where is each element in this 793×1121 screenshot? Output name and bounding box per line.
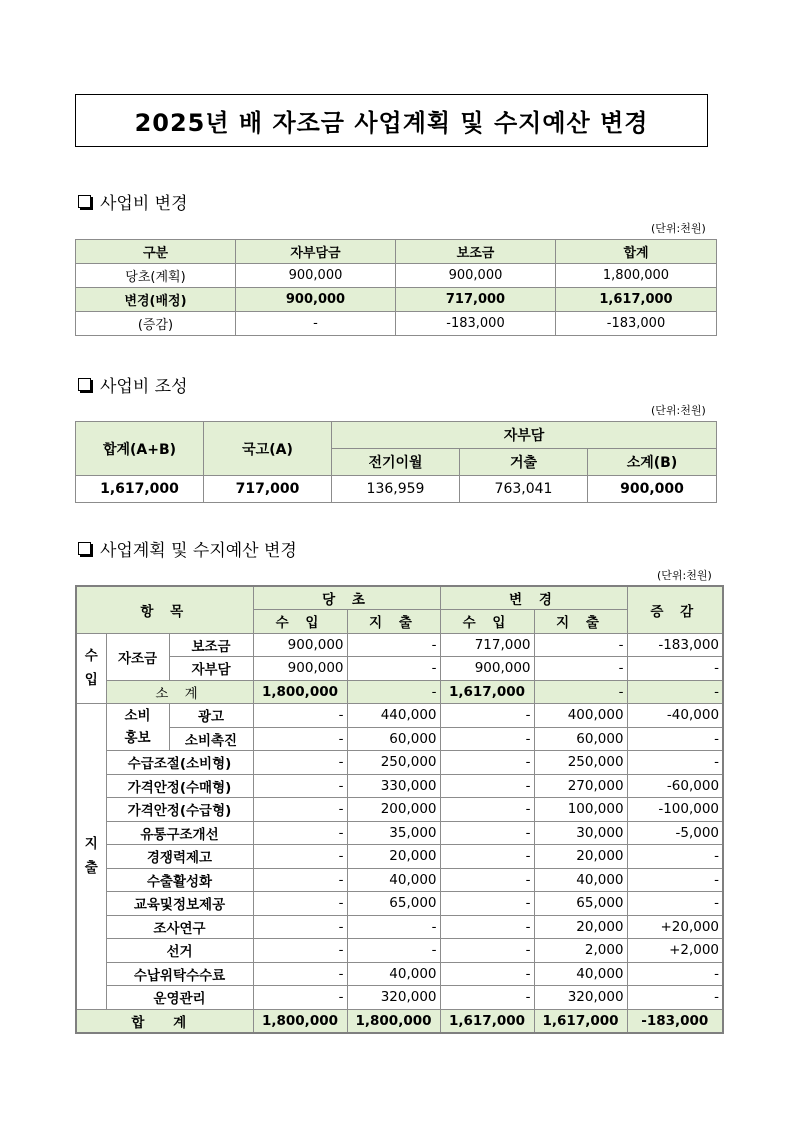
header-cell: 합계(A+B) xyxy=(76,422,204,476)
table-cell: - xyxy=(627,727,723,751)
table-cell: - xyxy=(347,633,440,657)
table-cell: -40,000 xyxy=(627,704,723,728)
row-label: 선거 xyxy=(106,939,253,963)
table-cell: - xyxy=(627,657,723,681)
section-heading-plan-budget xyxy=(78,541,297,561)
row-label: 소 계 xyxy=(106,680,253,704)
table-cell: 1,617,000 xyxy=(76,476,204,503)
table-cell: - xyxy=(534,633,627,657)
table-cell: 40,000 xyxy=(347,962,440,986)
header-cell: 증 감 xyxy=(627,586,723,633)
row-label: 수납위탁수수료 xyxy=(106,962,253,986)
table-cell: +2,000 xyxy=(627,939,723,963)
section-heading-cost-change xyxy=(78,194,188,214)
header-cell: 국고(A) xyxy=(204,422,332,476)
row-label: 운영관리 xyxy=(106,986,253,1010)
table-cell: 900,000 xyxy=(236,288,396,312)
table-cell: 40,000 xyxy=(534,962,627,986)
table-cell: 60,000 xyxy=(534,727,627,751)
table-cell: 20,000 xyxy=(534,845,627,869)
table-cell: - xyxy=(440,939,534,963)
table-row xyxy=(76,915,723,939)
row-label: 변경(배정) xyxy=(76,288,236,312)
table-cell: - xyxy=(253,939,347,963)
table-cell: 65,000 xyxy=(347,892,440,916)
cost-change-table xyxy=(75,239,717,336)
table-cell: 763,041 xyxy=(460,476,588,503)
table-row xyxy=(76,264,717,288)
subsidy-group-label: 자조금 xyxy=(106,633,169,680)
table-cell: 270,000 xyxy=(534,774,627,798)
table-cell: - xyxy=(627,892,723,916)
table-cell: 100,000 xyxy=(534,798,627,822)
table-header-row xyxy=(76,586,723,610)
header-cell: 합계 xyxy=(556,240,717,264)
expense-group-label xyxy=(76,704,106,1010)
table-cell: 900,000 xyxy=(253,657,347,681)
table-cell: - xyxy=(440,986,534,1010)
table-row xyxy=(76,821,723,845)
table-cell: - xyxy=(253,868,347,892)
table-cell: -5,000 xyxy=(627,821,723,845)
row-label: 수급조절(소비형) xyxy=(106,751,253,775)
row-label: 교육및정보제공 xyxy=(106,892,253,916)
table-row xyxy=(76,845,723,869)
table-cell: - xyxy=(347,657,440,681)
table-cell: 40,000 xyxy=(534,868,627,892)
table-row xyxy=(76,962,723,986)
unit-note: (단위:천원) xyxy=(651,222,706,235)
table-cell: - xyxy=(253,892,347,916)
document-title: 2025년 배 자조금 사업계획 및 수지예산 변경 xyxy=(75,94,708,147)
cost-composition-table xyxy=(75,421,717,503)
table-cell: 330,000 xyxy=(347,774,440,798)
table-cell: - xyxy=(253,727,347,751)
row-label: 소비촉진 xyxy=(169,727,253,751)
table-cell: 250,000 xyxy=(534,751,627,775)
table-cell: 136,959 xyxy=(332,476,460,503)
table-cell: 30,000 xyxy=(534,821,627,845)
table-row-total xyxy=(76,1009,723,1033)
row-label: 조사연구 xyxy=(106,915,253,939)
table-cell: 717,000 xyxy=(440,633,534,657)
row-label: 당초(계획) xyxy=(76,264,236,288)
vertical-label-char: 출 xyxy=(84,860,98,877)
income-group-label xyxy=(76,633,106,704)
header-cell: 지 출 xyxy=(534,610,627,634)
row-label: 자부담 xyxy=(169,657,253,681)
unit-note: (단위:천원) xyxy=(657,569,712,582)
row-label: 수출활성화 xyxy=(106,868,253,892)
table-cell: - xyxy=(347,939,440,963)
vertical-label-char: 수 xyxy=(84,648,98,665)
table-cell: -183,000 xyxy=(627,633,723,657)
row-label: 합 계 xyxy=(76,1009,253,1033)
table-cell: - xyxy=(440,798,534,822)
header-cell: 보조금 xyxy=(396,240,556,264)
unit-note: (단위:천원) xyxy=(651,404,706,417)
table-cell: - xyxy=(347,680,440,704)
table-row xyxy=(76,751,723,775)
table-cell: - xyxy=(440,774,534,798)
table-cell: - xyxy=(253,774,347,798)
table-cell: - xyxy=(253,751,347,775)
table-cell: 440,000 xyxy=(347,704,440,728)
table-row xyxy=(76,704,723,728)
header-cell: 거출 xyxy=(460,449,588,476)
row-label: 유통구조개선 xyxy=(106,821,253,845)
table-cell: - xyxy=(440,821,534,845)
table-cell: - xyxy=(440,962,534,986)
header-cell: 자부담 xyxy=(332,422,717,449)
table-cell: - xyxy=(440,727,534,751)
table-cell: - xyxy=(627,962,723,986)
vertical-label-char: 입 xyxy=(84,672,98,689)
header-cell: 지 출 xyxy=(347,610,440,634)
section-heading-cost-composition xyxy=(78,377,188,397)
table-cell: 60,000 xyxy=(347,727,440,751)
table-cell: - xyxy=(440,915,534,939)
table-cell: +20,000 xyxy=(627,915,723,939)
table-row xyxy=(76,868,723,892)
row-label: 보조금 xyxy=(169,633,253,657)
header-cell: 자부담금 xyxy=(236,240,396,264)
table-cell: - xyxy=(253,821,347,845)
table-cell: 65,000 xyxy=(534,892,627,916)
header-cell: 항 목 xyxy=(76,586,253,633)
checkbox-bullet-icon xyxy=(78,542,91,555)
row-label: 가격안정(수매형) xyxy=(106,774,253,798)
table-cell: - xyxy=(627,751,723,775)
table-cell: 1,800,000 xyxy=(347,1009,440,1033)
header-cell: 당 초 xyxy=(253,586,440,610)
table-cell: 1,800,000 xyxy=(253,680,347,704)
table-cell: 900,000 xyxy=(253,633,347,657)
table-cell: 1,800,000 xyxy=(556,264,717,288)
table-cell: 20,000 xyxy=(534,915,627,939)
table-cell: 717,000 xyxy=(396,288,556,312)
vertical-label-char: 지 xyxy=(84,836,98,853)
table-cell: 35,000 xyxy=(347,821,440,845)
table-cell: - xyxy=(253,845,347,869)
row-label: 경쟁력제고 xyxy=(106,845,253,869)
table-row xyxy=(76,774,723,798)
table-row xyxy=(76,727,723,751)
table-cell: 320,000 xyxy=(534,986,627,1010)
table-cell: - xyxy=(253,986,347,1010)
table-row xyxy=(76,798,723,822)
table-row-highlighted xyxy=(76,288,717,312)
table-cell: -183,000 xyxy=(627,1009,723,1033)
promo-group-label: 소비 홍보 xyxy=(106,704,169,751)
table-cell: - xyxy=(627,986,723,1010)
table-cell: - xyxy=(440,704,534,728)
table-cell: 1,617,000 xyxy=(556,288,717,312)
table-cell: - xyxy=(253,704,347,728)
section-title: 사업계획 및 수지예산 변경 xyxy=(100,541,297,561)
table-cell: - xyxy=(627,868,723,892)
table-row xyxy=(76,476,717,503)
header-cell: 구분 xyxy=(76,240,236,264)
table-cell: - xyxy=(440,845,534,869)
header-cell: 수 입 xyxy=(440,610,534,634)
table-cell: 900,000 xyxy=(396,264,556,288)
table-cell: -183,000 xyxy=(396,312,556,336)
table-cell: - xyxy=(627,680,723,704)
checkbox-bullet-icon xyxy=(78,378,91,391)
table-row xyxy=(76,312,717,336)
table-cell: 40,000 xyxy=(347,868,440,892)
table-cell: - xyxy=(236,312,396,336)
table-cell: - xyxy=(440,892,534,916)
table-row xyxy=(76,657,723,681)
table-cell: 900,000 xyxy=(588,476,717,503)
section-title: 사업비 조성 xyxy=(100,377,188,397)
table-cell: 320,000 xyxy=(347,986,440,1010)
budget-change-table xyxy=(75,585,724,1034)
header-cell: 수 입 xyxy=(253,610,347,634)
table-row xyxy=(76,633,723,657)
table-cell: 900,000 xyxy=(440,657,534,681)
table-cell: 2,000 xyxy=(534,939,627,963)
table-header-row xyxy=(76,240,717,264)
table-cell: - xyxy=(534,680,627,704)
table-cell: - xyxy=(347,915,440,939)
table-cell: - xyxy=(253,915,347,939)
section-title: 사업비 변경 xyxy=(100,194,188,214)
table-cell: 1,617,000 xyxy=(440,680,534,704)
table-cell: - xyxy=(440,868,534,892)
table-cell: 200,000 xyxy=(347,798,440,822)
table-row-subtotal xyxy=(76,680,723,704)
table-cell: 1,800,000 xyxy=(253,1009,347,1033)
table-row xyxy=(76,892,723,916)
table-cell: - xyxy=(534,657,627,681)
table-row xyxy=(76,939,723,963)
table-cell: -100,000 xyxy=(627,798,723,822)
table-cell: - xyxy=(627,845,723,869)
table-header-row xyxy=(76,422,717,449)
table-cell: - xyxy=(253,962,347,986)
table-cell: 20,000 xyxy=(347,845,440,869)
table-cell: - xyxy=(440,751,534,775)
checkbox-bullet-icon xyxy=(78,195,91,208)
row-label: 가격안정(수급형) xyxy=(106,798,253,822)
table-cell: -183,000 xyxy=(556,312,717,336)
table-cell: 900,000 xyxy=(236,264,396,288)
table-cell: 717,000 xyxy=(204,476,332,503)
table-row xyxy=(76,986,723,1010)
table-cell: 250,000 xyxy=(347,751,440,775)
header-cell: 소계(B) xyxy=(588,449,717,476)
table-cell: 1,617,000 xyxy=(440,1009,534,1033)
row-label: (증감) xyxy=(76,312,236,336)
table-cell: -60,000 xyxy=(627,774,723,798)
row-label: 광고 xyxy=(169,704,253,728)
table-cell: - xyxy=(253,798,347,822)
table-cell: 1,617,000 xyxy=(534,1009,627,1033)
header-cell: 변 경 xyxy=(440,586,627,610)
header-cell: 전기이월 xyxy=(332,449,460,476)
table-cell: 400,000 xyxy=(534,704,627,728)
